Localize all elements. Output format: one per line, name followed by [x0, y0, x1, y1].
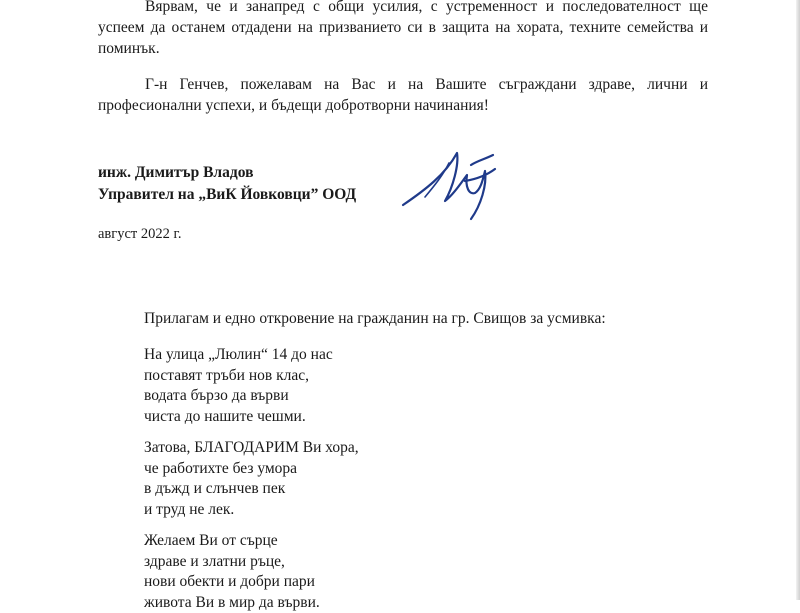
closing-paragraph-2 [98, 74, 708, 116]
poem-line: здраве и златни ръце, [144, 552, 320, 573]
paragraph-line: Г-н Генчев, пожелавам на Вас и на Вашите съграждани здраве, лични и [98, 74, 708, 95]
paragraph-line: Вярвам, че и занапред с общи усилия, с устременност и последователност ще [98, 0, 708, 17]
signatory-name: инж. Димитър Владов [98, 162, 356, 184]
paragraph-line: професионални успехи, и бъдещи добротворни начинания! [98, 95, 708, 116]
handwritten-signature [395, 135, 515, 225]
poem-line: че работихте без умора [144, 459, 359, 480]
signatory-title: Управител на „ВиК Йовковци” ООД [98, 184, 356, 206]
paragraph-line: успеем да останем отдадени на призванието си в защита на хората, техните семейства и [98, 17, 708, 38]
poem-line: На улица „Люлин“ 14 до нас [144, 345, 333, 366]
closing-paragraph-1 [98, 0, 708, 59]
poem-stanza-3 [144, 531, 320, 613]
attachment-intro [144, 309, 606, 330]
paragraph-line: поминък. [98, 38, 708, 59]
intro-text: Прилагам и едно откровение на гражданин на гр. Свищов за усмивка: [144, 309, 606, 330]
poem-stanza-1 [144, 345, 333, 427]
poem-stanza-2 [144, 438, 359, 520]
poem-line: Желаем Ви от сърце [144, 531, 320, 552]
poem-line: чиста до нашите чешми. [144, 407, 333, 428]
poem-line: водата бързо да върви [144, 386, 333, 407]
poem-line: нови обекти и добри пари [144, 572, 320, 593]
letter-date: август 2022 г. [98, 226, 181, 243]
poem-line: живота Ви в мир да върви. [144, 593, 320, 613]
scan-edge [796, 0, 800, 600]
poem-line: и труд не лек. [144, 500, 359, 521]
signatory-block [98, 162, 356, 206]
poem-line: поставят тръби нов клас, [144, 366, 333, 387]
poem-line: Затова, БЛАГОДАРИМ Ви хора, [144, 438, 359, 459]
poem-line: в дъжд и слънчев пек [144, 479, 359, 500]
